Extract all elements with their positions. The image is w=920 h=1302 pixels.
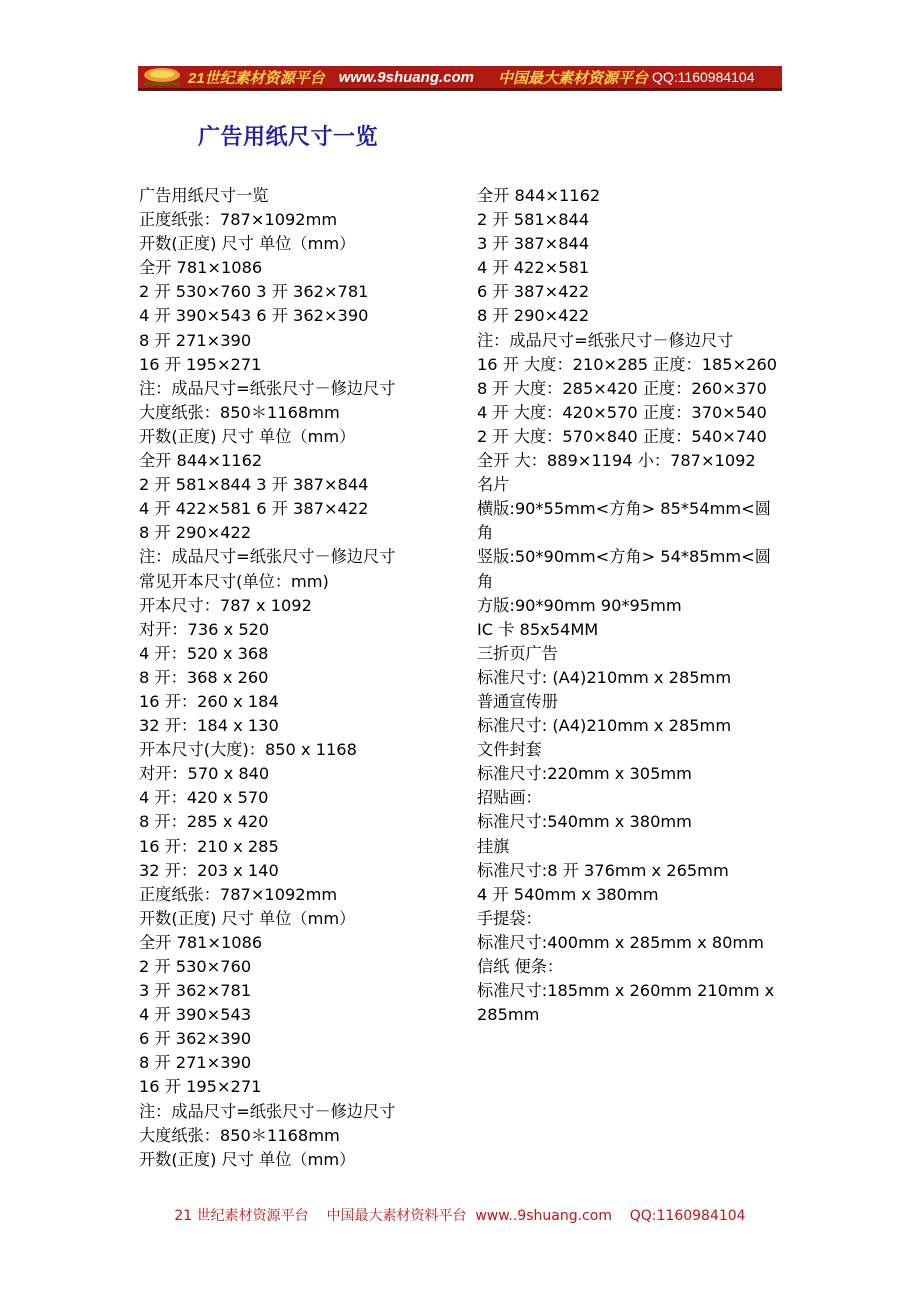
text-line: 8 开 290×422	[139, 523, 252, 543]
text-line: 全开 大：889×1194 小：787×1092	[477, 451, 756, 471]
text-line: 开数(正度) 尺寸 单位（mm）	[139, 426, 356, 446]
text-line: 全开 844×1162	[139, 451, 263, 471]
text-line: 2 开 530×760	[139, 957, 252, 976]
text-line: 信纸 便条：	[477, 957, 564, 976]
text-line: 2 开 530×760 3 开 362×781	[139, 282, 369, 302]
text-line: 16 开 195×271	[139, 1077, 262, 1097]
text-line: 标准尺寸:8 开 376mm x 265mm	[477, 860, 729, 880]
text-line: 标准尺寸:400mm x 285mm x 80mm	[477, 932, 764, 952]
text-line: 手提袋：	[477, 908, 542, 928]
text-line: 4 开 大度：420×570 正度：370×540	[477, 402, 767, 422]
text-line: 4 开：520 x 368	[139, 643, 269, 663]
text-line: 8 开 大度：285×420 正度：260×370	[477, 378, 767, 398]
text-line: 开本尺寸：787 x 1092	[139, 595, 312, 615]
text-line: 注：成品尺寸=纸张尺寸－修边尺寸	[139, 547, 396, 567]
text-line: 标准尺寸:540mm x 380mm	[477, 812, 692, 832]
text-line: 注：成品尺寸=纸张尺寸－修边尺寸	[477, 330, 734, 350]
text-line: 3 开 362×781	[139, 981, 252, 1001]
text-line: 4 开 390×543	[139, 1005, 252, 1025]
text-line: 正度纸张：787×1092mm	[139, 210, 338, 230]
header-divider	[138, 90, 782, 91]
site-logo-icon	[140, 66, 184, 88]
text-line: 16 开：210 x 285	[139, 836, 279, 856]
text-line: 对开：736 x 520	[139, 619, 270, 639]
text-line: 6 开 387×422	[477, 282, 590, 302]
text-line: 4 开 422×581 6 开 387×422	[139, 499, 369, 519]
left-column	[139, 184, 469, 1172]
text-line: 32 开：184 x 130	[139, 716, 279, 736]
text-line: 全开 781×1086	[139, 258, 263, 278]
text-line: 2 开 581×844	[477, 210, 590, 230]
text-line: 招贴画：	[477, 788, 542, 808]
text-line: 16 开 大度：210×285 正度：185×260	[477, 354, 778, 374]
text-line: 注：成品尺寸=纸张尺寸－修边尺寸	[139, 1101, 396, 1121]
text-line: 开数(正度) 尺寸 单位（mm）	[139, 1149, 356, 1169]
banner-qq: QQ:1160984104	[652, 69, 755, 85]
text-line: 全开 781×1086	[139, 932, 263, 952]
text-line: 8 开 271×390	[139, 1053, 252, 1073]
text-line: 三折页广告	[477, 643, 558, 663]
text-line: 标准尺寸: (A4)210mm x 285mm	[477, 667, 732, 687]
text-line: 竖版:50*90mm<方角> 54*85mm<圆角	[477, 547, 771, 591]
text-line: 对开：570 x 840	[139, 764, 270, 784]
text-line: 标准尺寸:220mm x 305mm	[477, 764, 692, 784]
text-line: 正度纸张：787×1092mm	[139, 884, 338, 904]
banner-slogan: 中国最大素材资源平台	[498, 69, 649, 87]
text-line: 大度纸张：850＊1168mm	[139, 1125, 340, 1145]
text-line: 横版:90*55mm<方角> 85*54mm<圆角	[477, 499, 771, 543]
text-line: 方版:90*90mm 90*95mm	[477, 595, 682, 615]
header-banner	[138, 66, 782, 90]
banner-site-link[interactable]: www.9shuang.com	[338, 68, 474, 86]
text-line: 8 开 271×390	[139, 330, 252, 350]
text-line: 4 开 540mm x 380mm	[477, 884, 659, 904]
text-line: 文件封套	[477, 740, 542, 760]
footer: 21 世纪素材资源平台 中国最大素材资料平台 www..9shuang.com QQ:1160984104	[174, 1208, 746, 1224]
text-line: 4 开 422×581	[477, 258, 590, 278]
text-line: 4 开：420 x 570	[139, 788, 269, 808]
text-line: 2 开 581×844 3 开 387×844	[139, 475, 369, 495]
text-line: 广告用纸尺寸一览	[139, 186, 269, 205]
text-line: 注：成品尺寸=纸张尺寸－修边尺寸	[139, 378, 396, 398]
text-line: 6 开 362×390	[139, 1029, 252, 1049]
text-line: 全开 844×1162	[477, 186, 601, 205]
text-line: IC 卡 85x54MM	[477, 619, 599, 639]
text-line: 16 开：260 x 184	[139, 691, 279, 711]
text-line: 名片	[477, 475, 510, 495]
text-line: 挂旗	[477, 836, 510, 856]
text-line: 8 开 290×422	[477, 306, 590, 326]
banner-brand: 21世纪素材资源平台	[188, 69, 325, 87]
right-column	[477, 184, 787, 1027]
text-line: 大度纸张：850＊1168mm	[139, 402, 340, 422]
text-line: 开数(正度) 尺寸 单位（mm）	[139, 908, 356, 928]
text-line: 标准尺寸: (A4)210mm x 285mm	[477, 716, 732, 736]
text-line: 开数(正度) 尺寸 单位（mm）	[139, 234, 356, 254]
text-line: 32 开：203 x 140	[139, 860, 279, 880]
text-line: 开本尺寸(大度)：850 x 1168	[139, 740, 357, 760]
text-line: 3 开 387×844	[477, 234, 590, 254]
text-line: 2 开 大度：570×840 正度：540×740	[477, 426, 767, 446]
text-line: 8 开：285 x 420	[139, 812, 269, 832]
text-line: 常见开本尺寸(单位：mm)	[139, 571, 329, 591]
text-line: 标准尺寸:185mm x 260mm 210mm x 285mm	[477, 981, 780, 1025]
text-line: 4 开 390×543 6 开 362×390	[139, 306, 369, 326]
text-line: 16 开 195×271	[139, 354, 262, 374]
text-line: 8 开：368 x 260	[139, 667, 269, 687]
page-title: 广告用纸尺寸一览	[198, 125, 379, 150]
text-line: 普通宣传册	[477, 691, 558, 711]
